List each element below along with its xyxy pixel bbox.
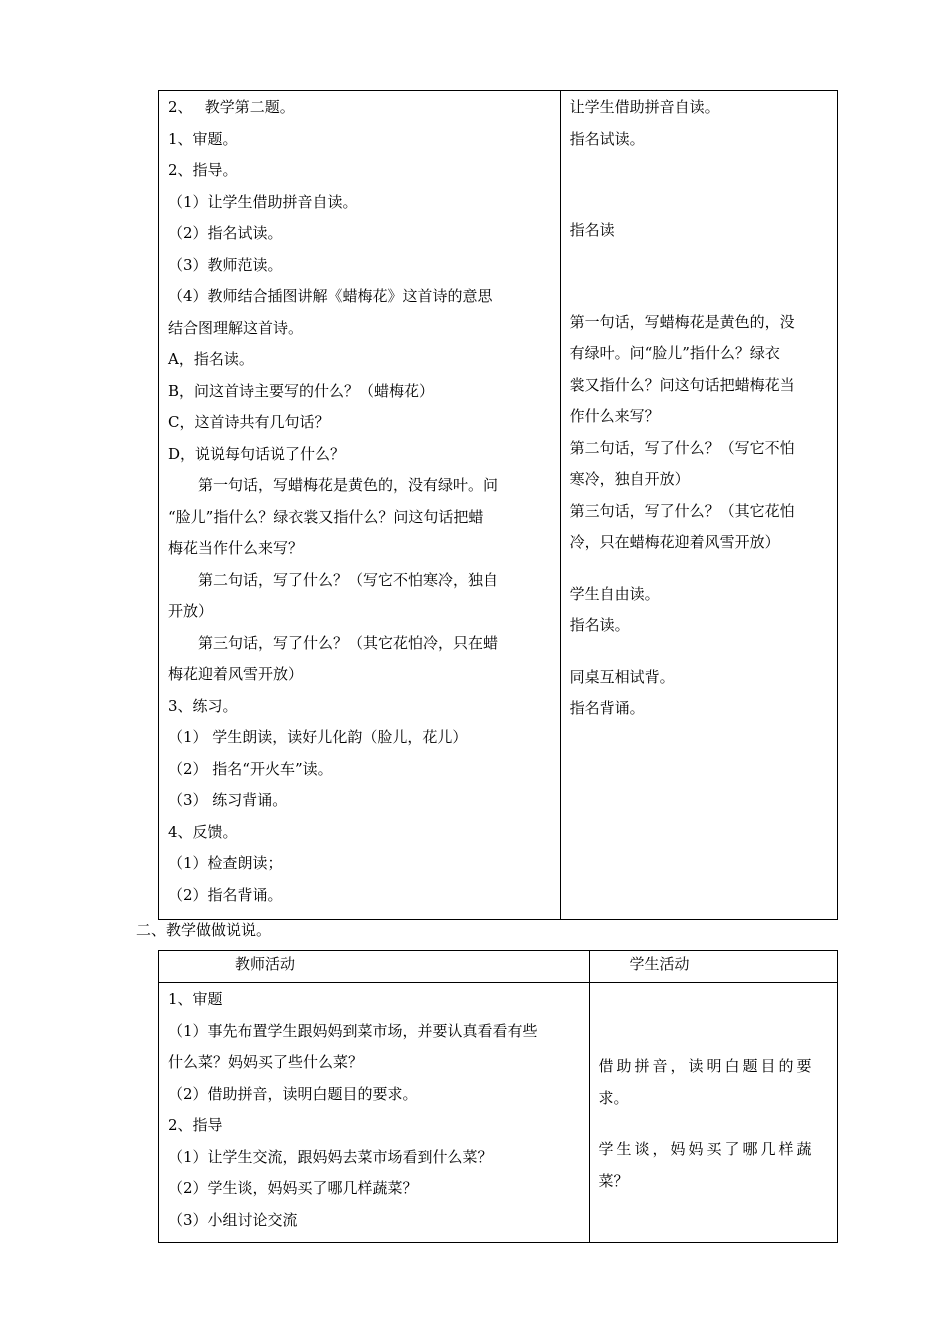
text-line: 1、审题。 [168, 129, 238, 148]
text-line: （2） 指名“开火车”读。 [168, 759, 333, 778]
text-line: （1）让学生借助拼音自读。 [168, 192, 358, 211]
spacer [570, 559, 829, 579]
text-line: 求。 [598, 1088, 629, 1107]
text-line: 开放） [168, 602, 214, 620]
text-line: 同桌互相试背。 [569, 667, 675, 686]
header-teacher-activity: 教师活动 [159, 951, 590, 983]
lesson-table-part2 [158, 950, 838, 1243]
text-line: 第一句话，写蜡梅花是黄色的，没 [569, 312, 795, 331]
table-row [159, 983, 838, 1243]
text-line: 梅花当作什么来写？ [168, 539, 304, 557]
text-line: 1、审题 [168, 990, 223, 1008]
student-activity-cell [589, 983, 837, 1243]
text-line: 指名读。 [569, 616, 630, 634]
text-line: （1）检查朗读； [168, 854, 283, 872]
text-line: （1）让学生交流，跟妈妈去菜市场看到什么菜？ [168, 1147, 493, 1166]
text-line: （2）借助拼音，读明白题目的要求。 [168, 1084, 418, 1103]
text-line: （4）教师结合插图讲解《蜡梅花》这首诗的意思 [168, 287, 493, 305]
text-line: 什么菜？妈妈买了些什么菜？ [168, 1053, 364, 1071]
text-line: A，指名读。 [168, 350, 254, 368]
student-activity-cell [560, 91, 837, 920]
text-line: 梅花迎着风雪开放） [168, 665, 304, 683]
text-line: 有绿叶。问“脸儿”指什么？绿衣 [569, 344, 780, 362]
text-line: 4、反馈。 [168, 822, 238, 841]
text-line: 菜？ [598, 1171, 629, 1190]
section-heading: 二、教学做做说说。 [136, 921, 272, 939]
table-row [159, 91, 838, 920]
text-line: （1）事先布置学生跟妈妈到菜市场，并要认真看看有些 [168, 1021, 538, 1040]
text-line: 2、指导。 [168, 161, 238, 179]
text-line: 2、指导 [168, 1116, 223, 1134]
lesson-table-part1 [158, 90, 838, 920]
text-line: 指名背诵。 [569, 699, 645, 717]
text-line: 作什么来写？ [569, 407, 660, 425]
table-header-row [159, 951, 838, 983]
text-line: 让学生借助拼音自读。 [569, 98, 720, 116]
text-line: （3）教师范读。 [168, 255, 283, 274]
text-line: 学生谈，妈妈买了哪几样蔬 [598, 1140, 815, 1158]
text-line: B，问这首诗主要写的什么？（蜡梅花） [168, 381, 435, 400]
text-line: 3、练习。 [168, 696, 238, 715]
text-line: 第二句话，写了什么？（写它不怕 [569, 438, 795, 457]
spacer [599, 1114, 831, 1134]
text-line: （3） 练习背诵。 [168, 791, 288, 809]
text-line: 2、 教学第二题。 [168, 98, 295, 116]
text-line: 第一句话，写蜡梅花是黄色的，没有绿叶。问 [168, 476, 499, 494]
teacher-activity-cell [159, 91, 561, 920]
text-line: （1） 学生朗读，读好儿化韵（脸儿，花儿） [168, 728, 468, 746]
text-line: 指名试读。 [569, 129, 645, 148]
text-line: 第三句话，写了什么？（其它花怕 [569, 501, 795, 520]
text-line: 裳又指什么？问这句话把蜡梅花当 [569, 375, 795, 394]
header-student-activity: 学生活动 [589, 951, 837, 983]
text-line: 学生自由读。 [569, 584, 660, 603]
text-line: C，这首诗共有几句话？ [168, 413, 330, 431]
text-line: （2）指名背诵。 [168, 885, 283, 904]
text-line: “脸儿”指什么？绿衣裳又指什么？问这句话把蜡 [168, 507, 484, 526]
text-line: 指名读 [569, 221, 615, 239]
text-line: 第二句话，写了什么？（写它不怕寒冷，独自 [168, 570, 499, 589]
text-line: 借助拼音，读明白题目的要 [598, 1057, 815, 1075]
text-line: 冷，只在蜡梅花迎着风雪开放） [569, 533, 780, 551]
text-line: （2）指名试读。 [168, 224, 283, 242]
spacer [570, 155, 829, 215]
text-line: 第三句话，写了什么？（其它花怕冷，只在蜡 [168, 633, 499, 652]
text-line: 结合图理解这首诗。 [168, 318, 304, 337]
text-line: 寒冷，独自开放） [569, 470, 690, 488]
teacher-activity-cell [159, 983, 590, 1243]
text-line: D，说说每句话说了什么？ [168, 444, 346, 463]
text-line: （3）小组讨论交流 [168, 1210, 298, 1229]
spacer [570, 247, 829, 307]
spacer [570, 642, 829, 662]
text-line: （2）学生谈，妈妈买了哪几样蔬菜？ [168, 1179, 418, 1197]
